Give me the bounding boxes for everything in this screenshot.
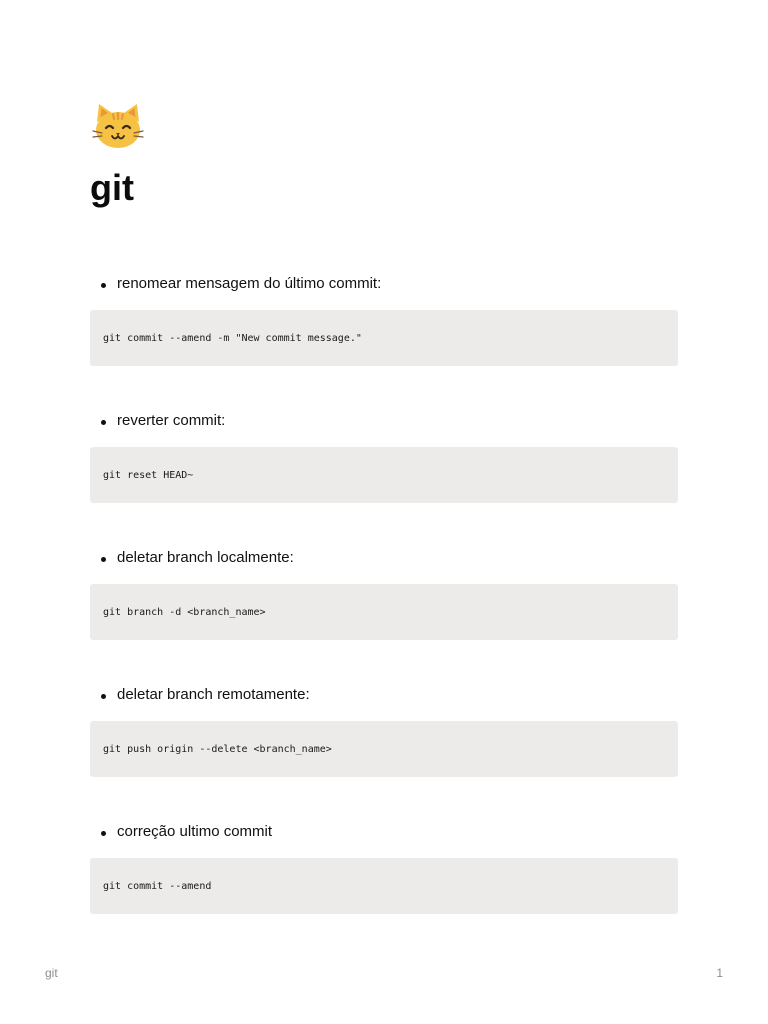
list-item — [90, 411, 678, 503]
code-block[interactable] — [90, 858, 678, 914]
bullet-label: deletar branch localmente: — [117, 549, 294, 566]
footer-page-number: 1 — [716, 966, 723, 980]
bullet-row — [90, 822, 678, 842]
list-item — [90, 274, 678, 366]
bullet-label: deletar branch remotamente: — [117, 686, 310, 703]
bullet-row — [90, 411, 678, 431]
bullet-label: reverter commit: — [117, 412, 226, 429]
bullet-icon — [101, 283, 106, 288]
bullet-icon — [101, 831, 106, 836]
bullet-icon — [101, 557, 106, 562]
code-text: git push origin --delete <branch_name> — [103, 743, 332, 755]
bullet-row — [90, 548, 678, 568]
code-text: git commit --amend -m "New commit message." — [103, 332, 362, 344]
bullet-row — [90, 274, 678, 294]
code-block[interactable] — [90, 721, 678, 777]
code-block[interactable] — [90, 447, 678, 503]
list-item — [90, 685, 678, 777]
list-item — [90, 822, 678, 914]
footer-doc-name: git — [45, 966, 58, 980]
cat-face-icon — [90, 98, 146, 154]
code-block[interactable] — [90, 584, 678, 640]
bullet-row — [90, 685, 678, 705]
bullet-label: renomear mensagem do último commit: — [117, 275, 382, 292]
bullet-label: correção ultimo commit — [117, 823, 273, 840]
list-item — [90, 548, 678, 640]
code-text: git branch -d <branch_name> — [103, 606, 266, 618]
code-text: git commit --amend — [103, 880, 212, 892]
page-title: git — [90, 167, 134, 208]
bullet-icon — [101, 694, 106, 699]
code-text: git reset HEAD~ — [103, 469, 194, 481]
code-block[interactable] — [90, 310, 678, 366]
bullet-icon — [101, 420, 106, 425]
